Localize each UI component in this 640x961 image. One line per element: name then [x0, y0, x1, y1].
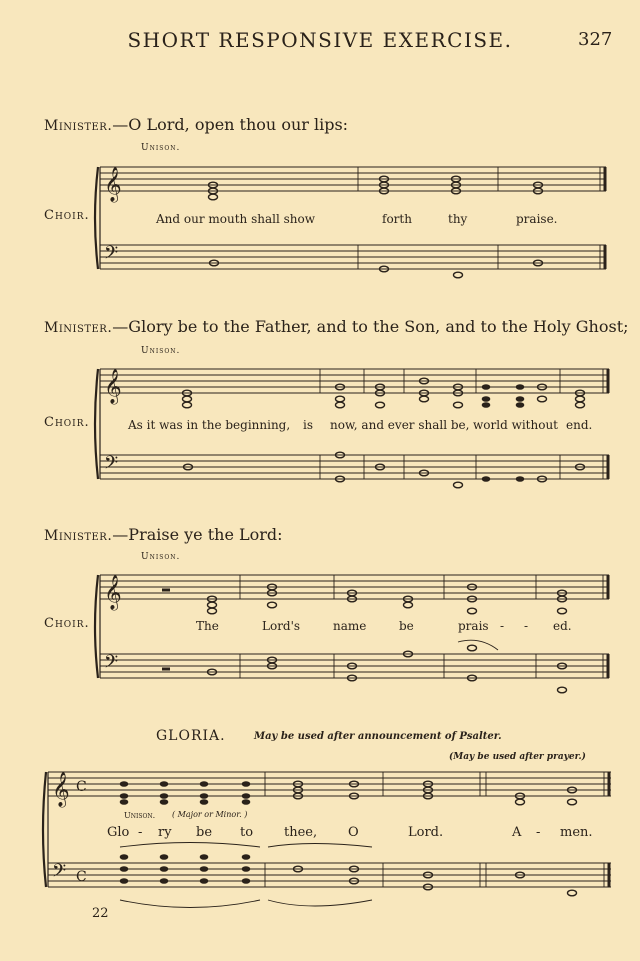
lyric-3-1: The — [196, 619, 219, 633]
footer-number: 22 — [92, 906, 109, 921]
minister-role-1: Minister. — [44, 118, 113, 134]
bass-staff-1 — [100, 245, 606, 269]
choir-label-1: Choir. — [44, 208, 90, 223]
treble-clef-icon-4: 𝄞 — [52, 772, 70, 807]
unison-label-2: Unison. — [141, 346, 181, 356]
gloria-lyric-3: ry — [158, 825, 172, 840]
choir-label-2: Choir. — [44, 415, 90, 430]
lyric-2-3: now, and ever shall be, — [330, 418, 470, 432]
treble-staff-4 — [48, 772, 611, 796]
minister-text-1: —O Lord, open thou our lips: — [112, 115, 349, 134]
staff-system-2 — [95, 369, 609, 479]
lyric-3-3: name — [333, 619, 367, 633]
minister-text-3: —Praise ye the Lord: — [112, 525, 283, 544]
filled-noteheads — [120, 384, 525, 884]
gloria-title: GLORIA. — [156, 728, 226, 744]
choir-label-3: Choir. — [44, 616, 90, 631]
lyric-2-1: As it was in the beginning, — [128, 418, 291, 432]
noteheads — [183, 176, 585, 896]
lyric-3-5: prais — [458, 619, 489, 633]
gloria-lyric-6: thee, — [284, 825, 318, 840]
treble-clef-icon-1: 𝄞 — [104, 167, 122, 202]
lyric-2-4: world without — [473, 418, 559, 432]
minister-text-2: —Glory be to the Father, and to the Son, and to the Holy Ghost; — [112, 317, 629, 336]
gloria-note-right: (May be used after prayer.) — [449, 752, 586, 762]
lyric-3-7: - — [524, 619, 529, 633]
gloria-lyric-4: be — [196, 825, 213, 840]
common-time-icon-2: C — [76, 869, 87, 885]
lyric-2-5: end. — [566, 418, 593, 432]
gloria-major-minor: ( Major or Minor. ) — [172, 810, 248, 819]
lyric-3-4: be — [399, 619, 414, 633]
treble-staff-1 — [100, 167, 606, 191]
gloria-lyric-5: to — [240, 825, 254, 840]
treble-staff-2 — [100, 369, 609, 393]
gloria-lyric-10: - — [536, 825, 541, 840]
lyric-3-6: - — [500, 619, 505, 633]
lyric-3-8: ed. — [553, 619, 572, 633]
lyric-1-3: thy — [448, 212, 468, 226]
common-time-icon-1: C — [76, 779, 87, 795]
gloria-unison: Unison. — [124, 811, 156, 820]
page-title: SHORT RESPONSIVE EXERCISE. — [127, 28, 513, 52]
bass-staff-3 — [100, 654, 609, 678]
gloria-lyric-9: A — [512, 825, 522, 840]
page-number: 327 — [578, 29, 613, 50]
staff-system-4 — [43, 640, 611, 907]
unison-label-3: Unison. — [141, 552, 181, 562]
lyric-2-2: is — [303, 418, 313, 432]
gloria-lyric-7: O — [348, 825, 359, 840]
gloria-lyric-11: men. — [560, 825, 593, 840]
bass-staff-2 — [100, 455, 609, 479]
bass-clef-icon-3: 𝄢 — [104, 652, 119, 677]
lyric-1-2: forth — [382, 212, 412, 226]
unison-label-1: Unison. — [141, 143, 181, 153]
lyric-3-2: Lord's — [262, 619, 301, 633]
gloria-note: May be used after announcement of Psalter. — [254, 731, 502, 742]
lyric-1-4: praise. — [516, 212, 558, 226]
bass-clef-icon-4: 𝄢 — [52, 861, 67, 886]
bass-staff-4 — [48, 863, 611, 887]
gloria-lyric-1: Glo — [107, 825, 130, 840]
minister-role-3: Minister. — [44, 528, 113, 544]
bass-clef-icon-2: 𝄢 — [104, 453, 119, 478]
treble-clef-icon-3: 𝄞 — [104, 575, 122, 610]
gloria-lyric-2: - — [138, 825, 143, 840]
bass-clef-icon-1: 𝄢 — [104, 243, 119, 268]
treble-clef-icon-2: 𝄞 — [104, 369, 122, 404]
rests — [162, 590, 170, 669]
lyric-1-1: And our mouth shall show — [156, 212, 316, 226]
minister-role-2: Minister. — [44, 320, 113, 336]
gloria-lyric-8: Lord. — [408, 825, 444, 840]
staff-system-1 — [95, 167, 606, 269]
